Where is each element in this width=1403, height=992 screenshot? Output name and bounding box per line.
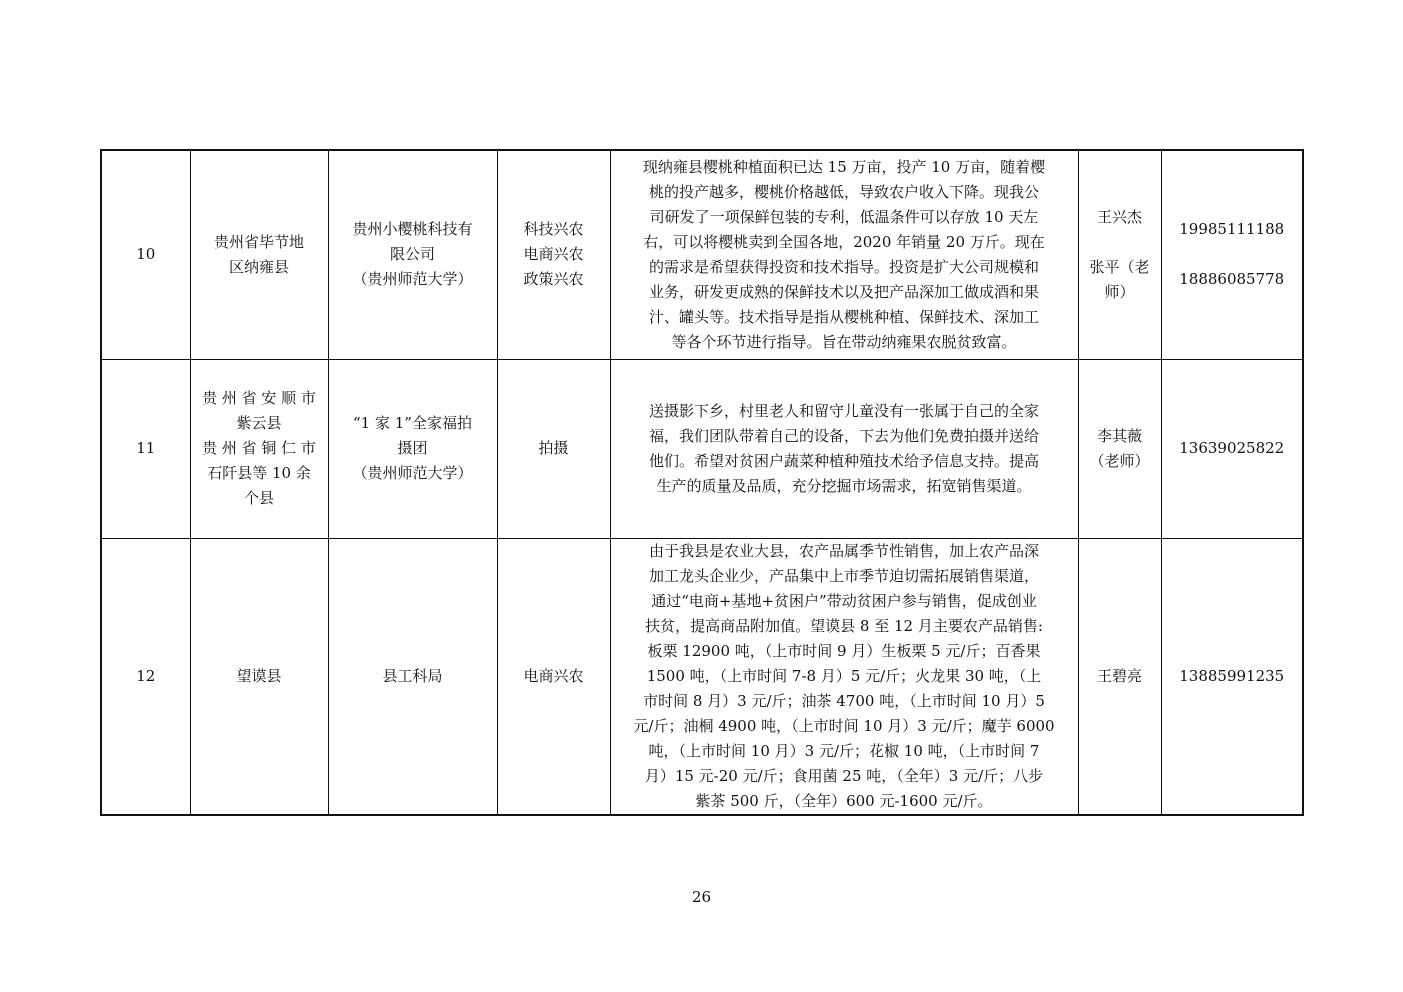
project-table <box>100 149 1304 816</box>
organization-cell: “1 家 1”全家福拍 摄团 （贵州师范大学） <box>328 359 497 538</box>
type-cell: 拍摄 <box>497 359 610 538</box>
location-cell: 贵 州 省 安 顺 市 紫云县 贵 州 省 铜 仁 市 石阡县等 10 余 个县 <box>190 359 328 538</box>
location-cell: 贵州省毕节地 区纳雍县 <box>190 150 328 359</box>
organization-cell: 贵州小樱桃科技有 限公司 （贵州师范大学） <box>328 150 497 359</box>
type-cell: 科技兴农 电商兴农 政策兴农 <box>497 150 610 359</box>
contact-cell: 李其薇 （老师） <box>1078 359 1161 538</box>
contact-cell: 王碧亮 <box>1078 538 1161 815</box>
description-cell: 送摄影下乡，村里老人和留守儿童没有一张属于自己的全家 福，我们团队带着自己的设备，下去为他们免费拍摄并送给 他们。希望对贫困户蔬菜种植种殖技术给予信息支持。提高 生产的质量及品质，充分挖掘市场需求，拓宽销售渠道。 <box>610 359 1078 538</box>
table-row <box>101 150 1303 359</box>
location-cell: 望谟县 <box>190 538 328 815</box>
row-number: 12 <box>101 538 190 815</box>
phone-cell: 13885991235 <box>1161 538 1303 815</box>
phone-cell: 19985111188 18886085778 <box>1161 150 1303 359</box>
contact-cell: 王兴杰 张平（老 师） <box>1078 150 1161 359</box>
description-cell: 由于我县是农业大县，农产品属季节性销售，加上农产品深 加工龙头企业少，产品集中上市季节迫切需拓展销售渠道， 通过“电商+基地+贫困户”带动贫困户参与销售，促成创业 扶贫，提高商品附加值。望谟县 8 至 12 月主要农产品销售: 板栗 12900 吨，（上市时间 9 月）生板栗 5 元/斤；百香果 1500 吨，（上市时间 7-8 月）5 元/斤；火龙果 30 吨，（上 市时间 8 月）3 元/斤；油茶 4700 吨，（上市时间 10 月）5 元/斤；油桐 4900 吨，（上市时间 10 月）3 元/斤；魔芋 6000 吨，（上市时间 10 月）3 元/斤；花椒 10 吨，（上市时间 7 月）15 元-20 元/斤；食用菌 25 吨，（全年）3 元/斤；八步 紫茶 500 斤，（全年）600 元-1600 元/斤。 <box>610 538 1078 815</box>
phone-cell: 13639025822 <box>1161 359 1303 538</box>
table-row <box>101 538 1303 815</box>
row-number: 11 <box>101 359 190 538</box>
row-number: 10 <box>101 150 190 359</box>
page-number: 26 <box>691 888 712 906</box>
organization-cell: 县工科局 <box>328 538 497 815</box>
description-cell: 现纳雍县樱桃种植面积已达 15 万亩，投产 10 万亩，随着樱 桃的投产越多，樱桃价格越低，导致农户收入下降。现我公 司研发了一项保鲜包装的专利，低温条件可以存放 10 天左 右，可以将樱桃卖到全国各地，2020 年销量 20 万斤。现在 的需求是希望获得投资和技术指导。投资是扩大公司规模和 业务，研发更成熟的保鲜技术以及把产品深加工做成酒和果 汁、罐头等。技术指导是指从樱桃种植、保鲜技术、深加工 等各个环节进行指导。旨在带动纳雍果农脱贫致富。 <box>610 150 1078 359</box>
type-cell: 电商兴农 <box>497 538 610 815</box>
table-row <box>101 359 1303 538</box>
